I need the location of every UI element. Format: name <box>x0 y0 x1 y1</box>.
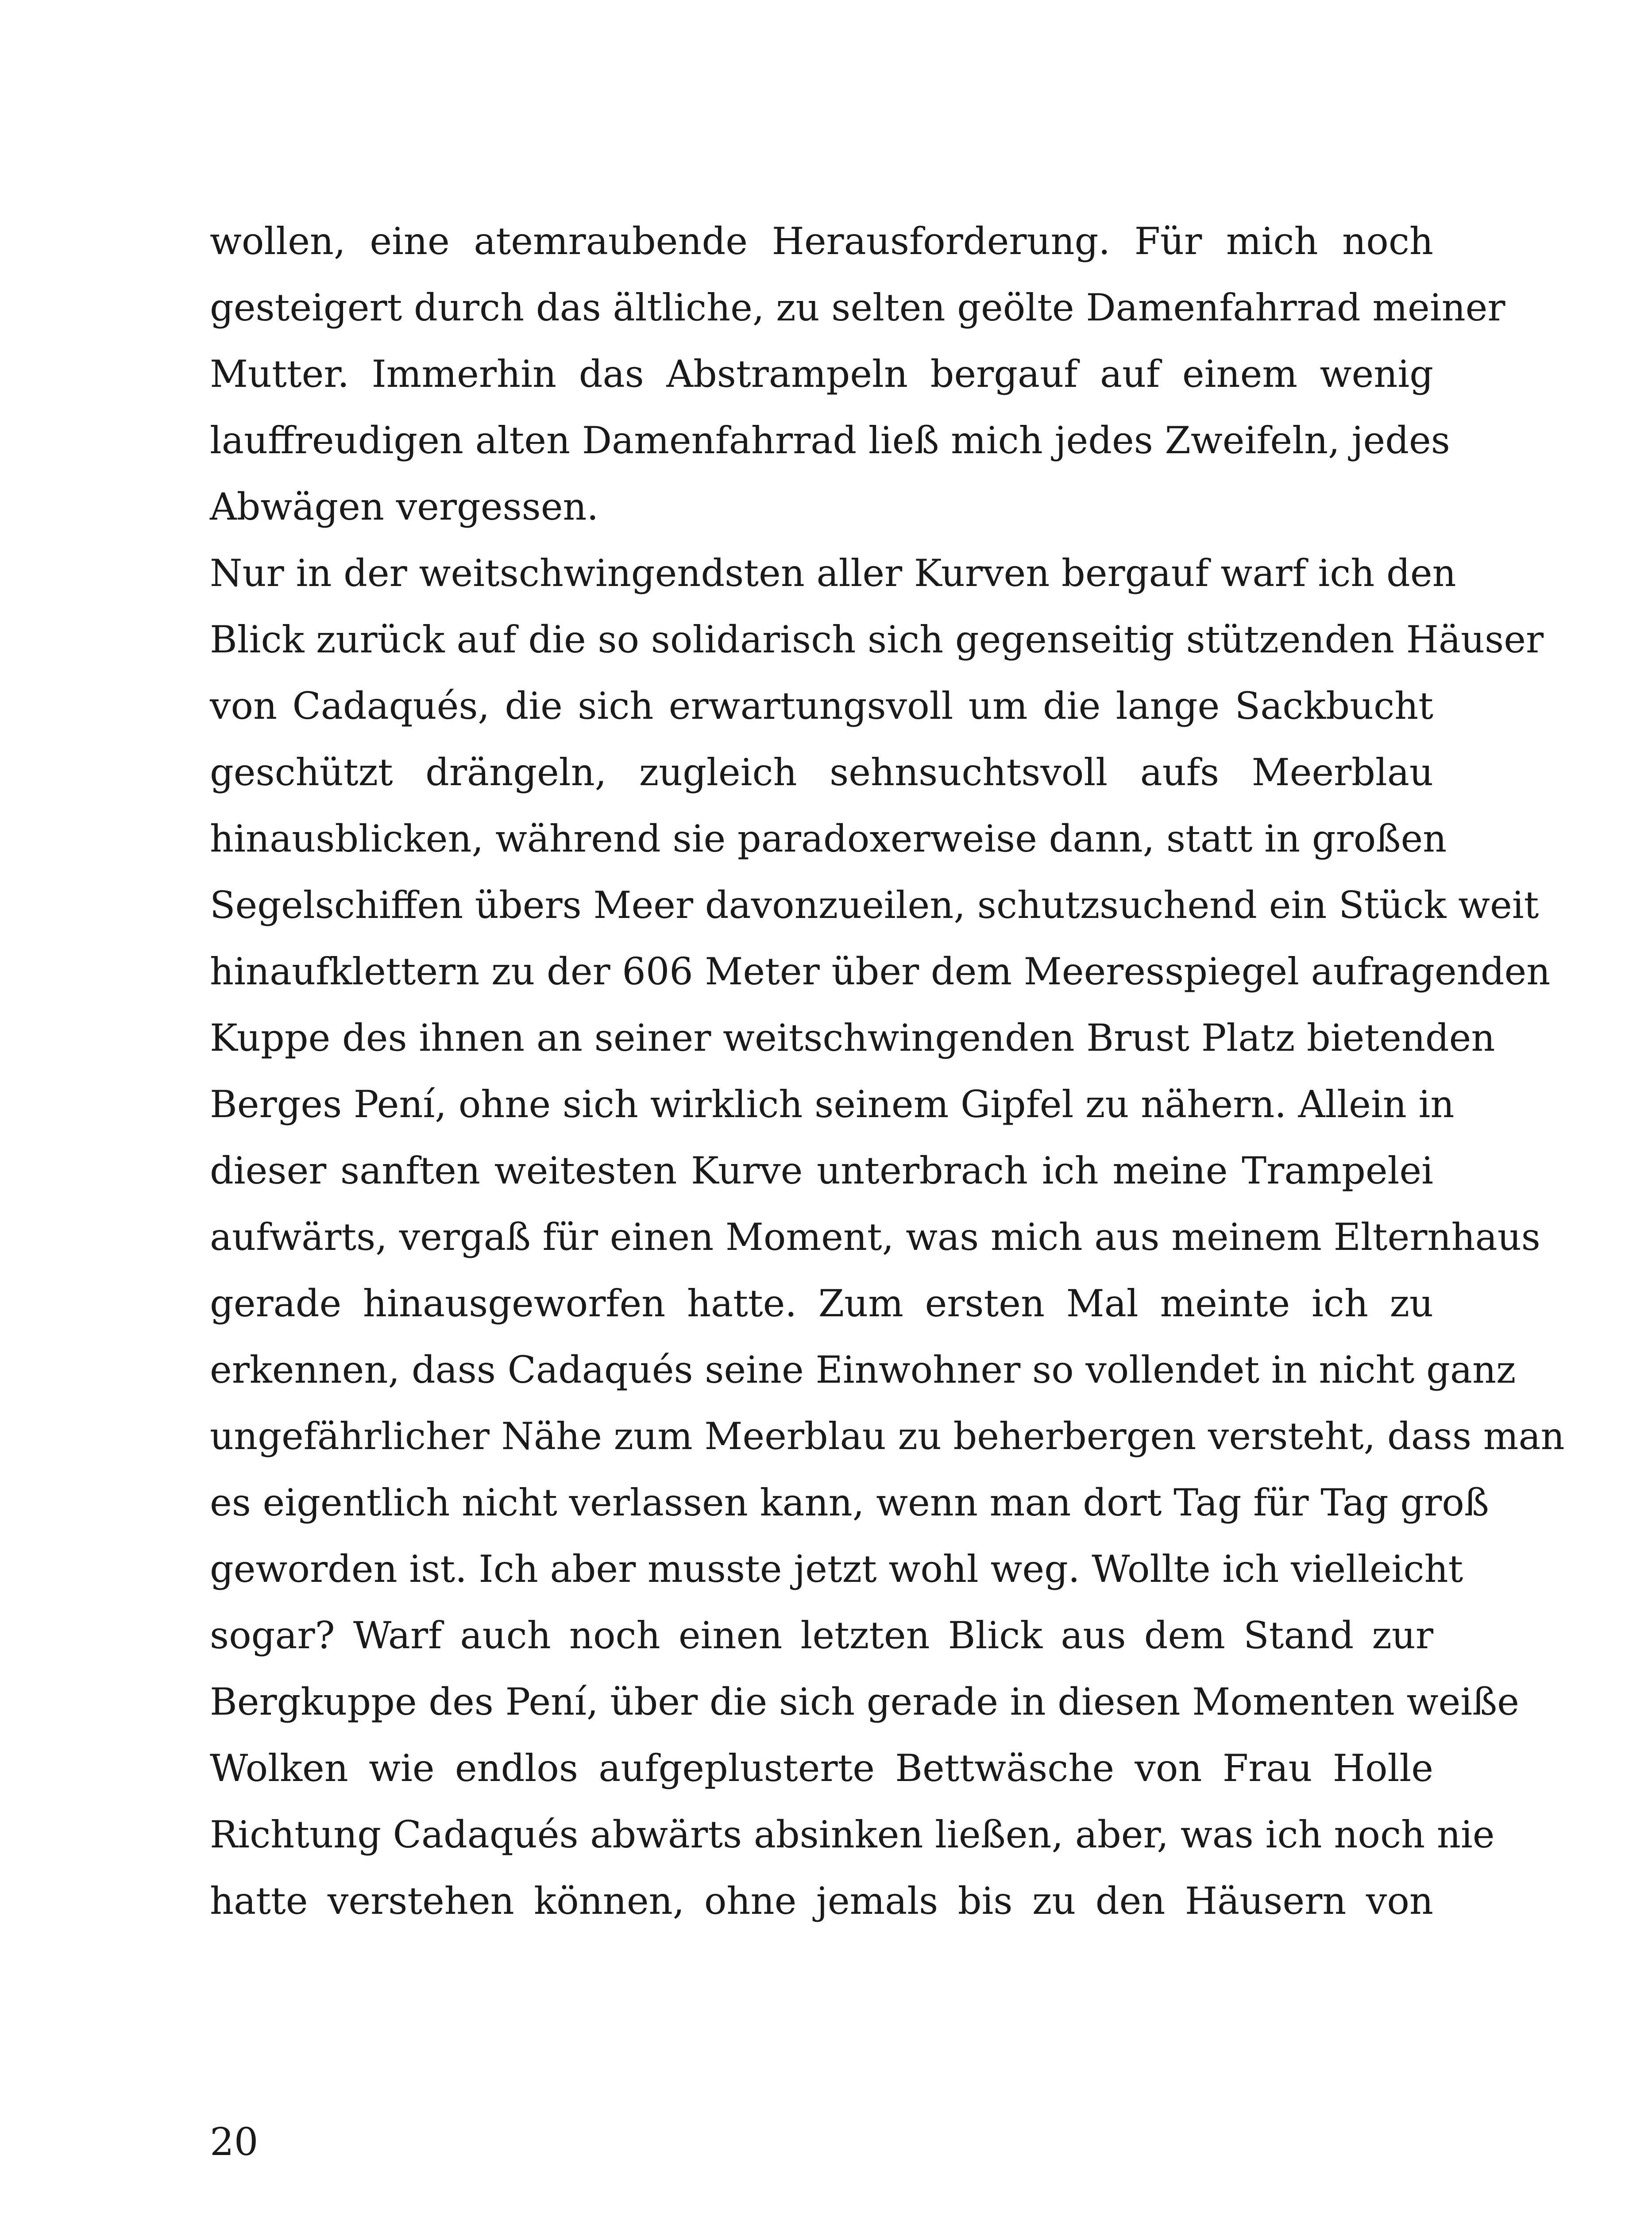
text-line: geschützt drängeln, zugleich sehnsuchtsvoll aufs Meerblau <box>210 751 1433 794</box>
text-line: Segelschiffen übers Meer davonzueilen, schutzsuchend ein Stück weit <box>210 883 1539 927</box>
text-line: Abwägen vergessen. <box>210 485 599 528</box>
body-text <box>210 208 1565 1934</box>
text-line: sogar? Warf auch noch einen letzten Blick aus dem Stand zur <box>210 1614 1433 1657</box>
text-line: lauffreudigen alten Damenfahrrad ließ mich jedes Zweifeln, jedes <box>210 419 1450 462</box>
text-line: Mutter. Immerhin das Abstrampeln bergauf auf einem wenig <box>210 352 1433 396</box>
text-line: ungefährlicher Nähe zum Meerblau zu beherbergen versteht, dass man <box>210 1415 1565 1458</box>
text-line: Wolken wie endlos aufgeplusterte Bettwäsche von Frau Holle <box>210 1746 1433 1790</box>
text-line: wollen, eine atemraubende Herausforderung. Für mich noch <box>210 220 1433 263</box>
text-line: von Cadaqués, die sich erwartungsvoll um die lange Sackbucht <box>210 684 1433 728</box>
text-line: hatte verstehen können, ohne jemals bis zu den Häusern von <box>210 1879 1433 1923</box>
text-line: Bergkuppe des Pení, über die sich gerade in diesen Momenten weiße <box>210 1680 1519 1723</box>
text-line: Kuppe des ihnen an seiner weitschwingenden Brust Platz bietenden <box>210 1016 1495 1060</box>
text-line: geworden ist. Ich aber musste jetzt wohl weg. Wollte ich vielleicht <box>210 1547 1463 1591</box>
text-line: Richtung Cadaqués abwärts absinken ließen, aber, was ich noch nie <box>210 1813 1495 1856</box>
text-line: gesteigert durch das ältliche, zu selten geölte Damenfahrrad meiner <box>210 286 1505 329</box>
text-line: Blick zurück auf die so solidarisch sich gegenseitig stützenden Häuser <box>210 618 1544 661</box>
text-line: es eigentlich nicht verlassen kann, wenn man dort Tag für Tag groß <box>210 1481 1489 1524</box>
text-line: dieser sanften weitesten Kurve unterbrach ich meine Trampelei <box>210 1149 1433 1192</box>
text-line: hinaufklettern zu der 606 Meter über dem Meeresspiegel aufragenden <box>210 950 1551 993</box>
text-line: Berges Pení, ohne sich wirklich seinem Gipfel zu nähern. Allein in <box>210 1083 1455 1126</box>
text-line: Nur in der weitschwingendsten aller Kurven bergauf warf ich den <box>210 551 1456 595</box>
text-line: hinausblicken, während sie paradoxerweise dann, statt in großen <box>210 817 1447 860</box>
text-line: aufwärts, vergaß für einen Moment, was mich aus meinem Elternhaus <box>210 1215 1540 1259</box>
text-line: erkennen, dass Cadaqués seine Einwohner so vollendet in nicht ganz <box>210 1348 1516 1392</box>
text-line: gerade hinausgeworfen hatte. Zum ersten Mal meinte ich zu <box>210 1282 1433 1325</box>
page-number: 20 <box>210 2120 259 2164</box>
